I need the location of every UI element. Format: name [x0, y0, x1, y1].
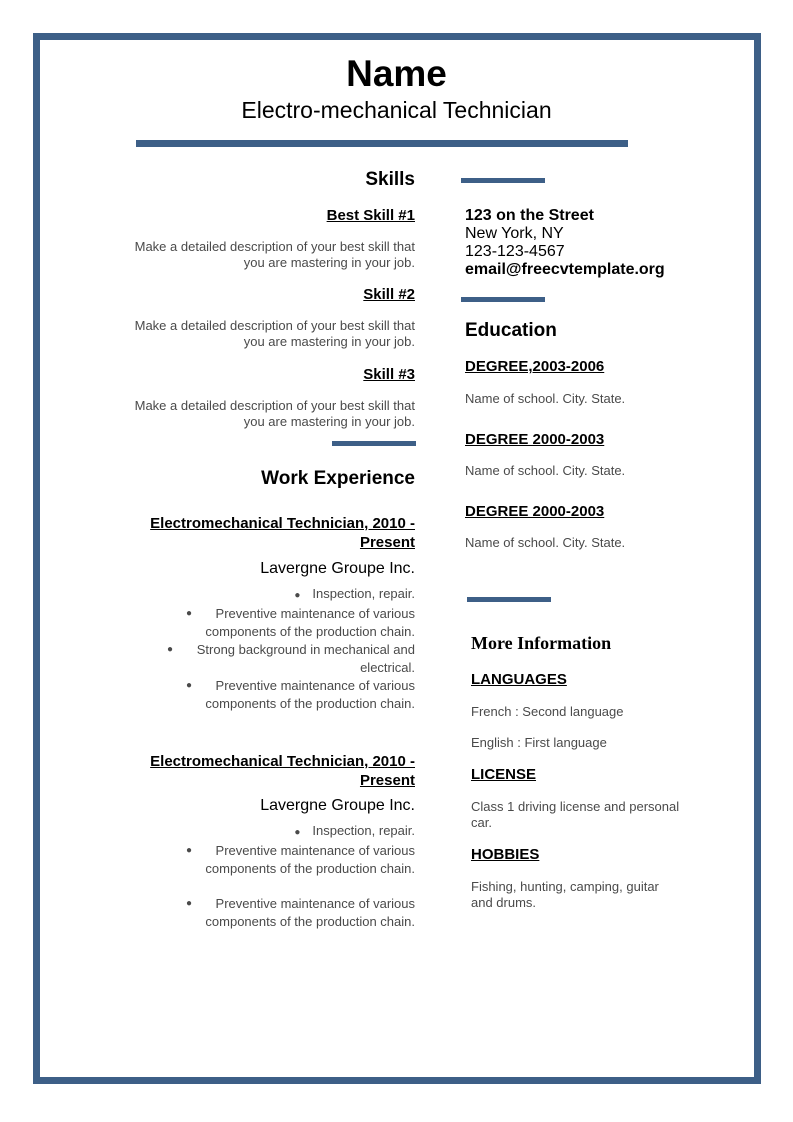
contact-divider-top [461, 178, 545, 183]
degree-title: DEGREE 2000-2003 [465, 503, 605, 520]
skills-heading: Skills [365, 169, 415, 190]
job-title-line: Present [359, 534, 415, 551]
job-title [130, 752, 415, 790]
header-divider [136, 140, 628, 147]
bullet-icon: ● [167, 644, 174, 655]
languages-title: LANGUAGES [471, 671, 567, 688]
contact-divider-bottom [461, 297, 545, 302]
skill-title: Skill #3 [363, 366, 415, 383]
bullet-icon: ● [294, 827, 301, 838]
skill-description: Make a detailed description of your best skill that you are mastering in your job. [134, 318, 415, 349]
education-heading: Education [465, 320, 557, 341]
license-text: Class 1 driving license and personal car. [471, 799, 680, 830]
company-name: Lavergne Groupe Inc. [260, 797, 415, 814]
skill-description: Make a detailed description of your best skill that you are mastering in your job. [134, 398, 415, 429]
contact-phone: 123-123-4567 [465, 243, 565, 260]
work-experience-heading: Work Experience [261, 468, 415, 489]
language-item: French : Second language [471, 704, 624, 719]
degree-title: DEGREE 2000-2003 [465, 431, 605, 448]
bullet-icon: ● [186, 845, 193, 856]
hobbies-title: HOBBIES [471, 846, 540, 863]
contact-block [465, 207, 725, 279]
degree-title: DEGREE,2003-2006 [465, 358, 605, 375]
bullet-icon: ● [294, 590, 301, 601]
school-name: Name of school. City. State. [465, 535, 626, 550]
duty-item: ● Strong background in mechanical and electrical. [167, 642, 415, 675]
education-divider [467, 597, 551, 602]
contact-street: 123 on the Street [465, 207, 594, 224]
resume-job-title: Electro-mechanical Technician [241, 97, 552, 123]
skills-divider [332, 441, 416, 446]
duty-item: ● Preventive maintenance of various components of the production chain. [186, 678, 415, 711]
duty-item: ● Preventive maintenance of various components of the production chain. [186, 896, 415, 929]
duty-item: ● Preventive maintenance of various components of the production chain. [186, 606, 415, 639]
more-information-heading: More Information [471, 633, 612, 653]
skill-description: Make a detailed description of your best skill that you are mastering in your job. [134, 239, 415, 270]
skill-title: Skill #2 [363, 286, 415, 303]
resume-name: Name [346, 53, 447, 94]
duties-list [130, 822, 415, 931]
license-title: LICENSE [471, 766, 537, 783]
duty-item: ● Preventive maintenance of various components of the production chain. [186, 843, 415, 876]
job-title-line: Electromechanical Technician, 2010 - [150, 753, 415, 770]
bullet-icon: ● [186, 680, 193, 691]
job-title-line: Electromechanical Technician, 2010 - [150, 515, 415, 532]
hobbies-text: Fishing, hunting, camping, guitar and drums. [471, 879, 659, 910]
school-name: Name of school. City. State. [465, 463, 626, 478]
language-item: English : First language [471, 735, 607, 750]
contact-city: New York, NY [465, 225, 564, 242]
skill-title: Best Skill #1 [326, 207, 415, 224]
job-title [130, 514, 415, 552]
bullet-icon: ● [186, 898, 193, 909]
bullet-icon: ● [186, 608, 193, 619]
duty-item: ● Inspection, repair. [294, 586, 415, 601]
school-name: Name of school. City. State. [465, 391, 626, 406]
duties-list [130, 585, 415, 713]
company-name: Lavergne Groupe Inc. [260, 560, 415, 577]
contact-email: email@freecvtemplate.org [465, 261, 665, 278]
job-title-line: Present [359, 772, 415, 789]
duty-item: ● Inspection, repair. [294, 823, 415, 838]
